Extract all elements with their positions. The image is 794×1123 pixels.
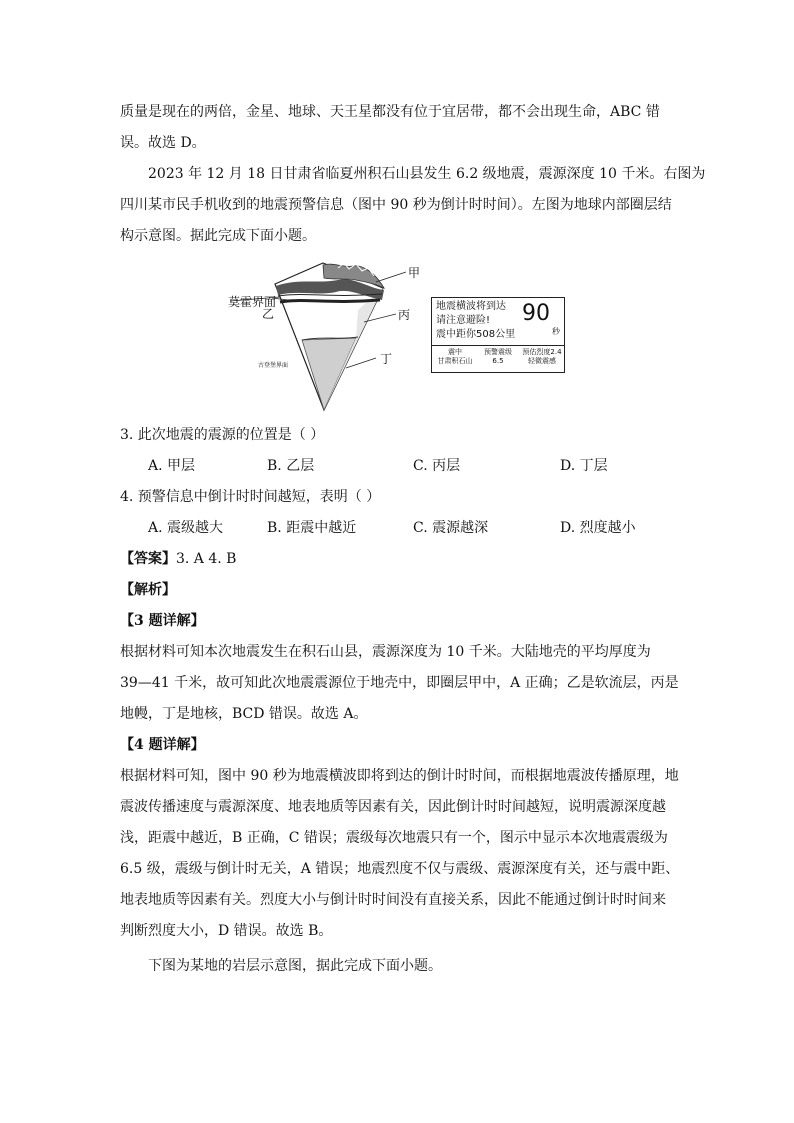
next-material-line: 下图为某地的岩层示意图，据此完成下面小题。: [148, 958, 442, 974]
earthquake-alert-card: [431, 297, 565, 373]
question-4-option-c: C. 震源越深: [413, 520, 489, 536]
answer-label: 【答案】: [120, 551, 176, 567]
answer-value: 3. A 4. B: [176, 551, 237, 567]
alert-epicenter: 震中 甘肃积石山: [437, 348, 473, 365]
q3-detail-heading: 【3 题详解】: [120, 613, 205, 629]
answer-line: [120, 549, 236, 569]
question-3-stem: 3. 此次地震的震源的位置是（ ）: [120, 427, 325, 443]
question-3-option-d: D. 丁层: [560, 458, 608, 474]
alert-countdown-unit: 秒: [552, 327, 560, 336]
alert-line-2: 请注意避险!: [436, 315, 491, 326]
q4-detail-line-2: 震波传播速度与震源深度、地表地质等因素有关，因此倒计时时间越短，说明震源深度越: [120, 799, 666, 815]
intro-line-2: 误。故选 D。: [120, 135, 206, 151]
material-line-1: 2023 年 12 月 18 日甘肃省临夏州积石山县发生 6.2 级地震，震源深度 10 千米。右图为: [148, 166, 706, 182]
question-3-option-a: A. 甲层: [148, 458, 196, 474]
alert-countdown: 90: [522, 301, 550, 326]
q4-detail-line-5: 地表地质等因素有关。烈度大小与倒计时时间没有直接关系，因此不能通过倒计时时间来: [120, 892, 666, 908]
question-4-stem: 4. 预警信息中倒计时时间越短，表明（ ）: [120, 489, 381, 505]
q4-detail-line-6: 判断烈度大小，D 错误。故选 B。: [120, 923, 333, 939]
q4-detail-line-1: 根据材料可知，图中 90 秒为地震横波即将到达的倒计时时间，而根据地震波传播原理，地: [120, 768, 679, 784]
earth-wedge-diagram: [228, 260, 428, 415]
q3-detail-line-1: 根据材料可知本次地震发生在积石山县，震源深度为 10 千米。大陆地壳的平均厚度为: [120, 644, 651, 660]
label-bing: 丙: [398, 308, 411, 322]
label-gutenberg: 古登堡界面: [258, 362, 289, 369]
analysis-heading: 【解析】: [120, 582, 176, 598]
question-4-option-d: D. 烈度越小: [560, 520, 636, 536]
alert-header: [432, 298, 564, 346]
alert-line-1: 地震横波将到达: [436, 301, 506, 312]
q4-detail-heading: 【4 题详解】: [120, 737, 205, 753]
label-ding: 丁: [380, 352, 393, 366]
question-4-option-b: B. 距震中越近: [267, 520, 357, 536]
alert-magnitude: 预警震级 6.5: [484, 348, 512, 365]
alert-line-3: 震中距你508公里: [436, 329, 516, 340]
label-yi: 乙: [262, 307, 275, 321]
material-line-2: 四川某市民手机收到的地震预警信息（图中 90 秒为倒计时时间）。左图为地球内部圈层结: [120, 197, 672, 213]
intro-line-1: 质量是现在的两倍，金星、地球、天王星都没有位于宜居带，都不会出现生命，ABC 错: [120, 104, 660, 120]
q3-detail-line-2: 39—41 千米，故可知此次地震震源位于地壳中，即圈层甲中，A 正确；乙是软流层，丙是: [120, 675, 679, 691]
question-4-option-a: A. 震级越大: [148, 520, 224, 536]
q3-detail-line-3: 地幔，丁是地核，BCD 错误。故选 A。: [120, 706, 368, 722]
earth-structure-figure: [228, 260, 568, 415]
label-moho: 莫霍界面: [228, 295, 277, 309]
alert-intensity: 预估烈度2.4 轻微震感: [522, 348, 562, 365]
material-line-3: 构示意图。据此完成下面小题。: [120, 228, 316, 244]
q4-detail-line-4: 6.5 级，震级与倒计时无关，A 错误；地震烈度不仅与震级、震源深度有关，还与震中距、: [120, 861, 680, 877]
question-3-option-b: B. 乙层: [267, 458, 315, 474]
q4-detail-line-3: 浅，距震中越近，B 正确，C 错误；震级每次地震只有一个，图示中显示本次地震震级为: [120, 830, 668, 846]
label-jia: 甲: [408, 266, 421, 280]
question-3-option-c: C. 丙层: [413, 458, 461, 474]
